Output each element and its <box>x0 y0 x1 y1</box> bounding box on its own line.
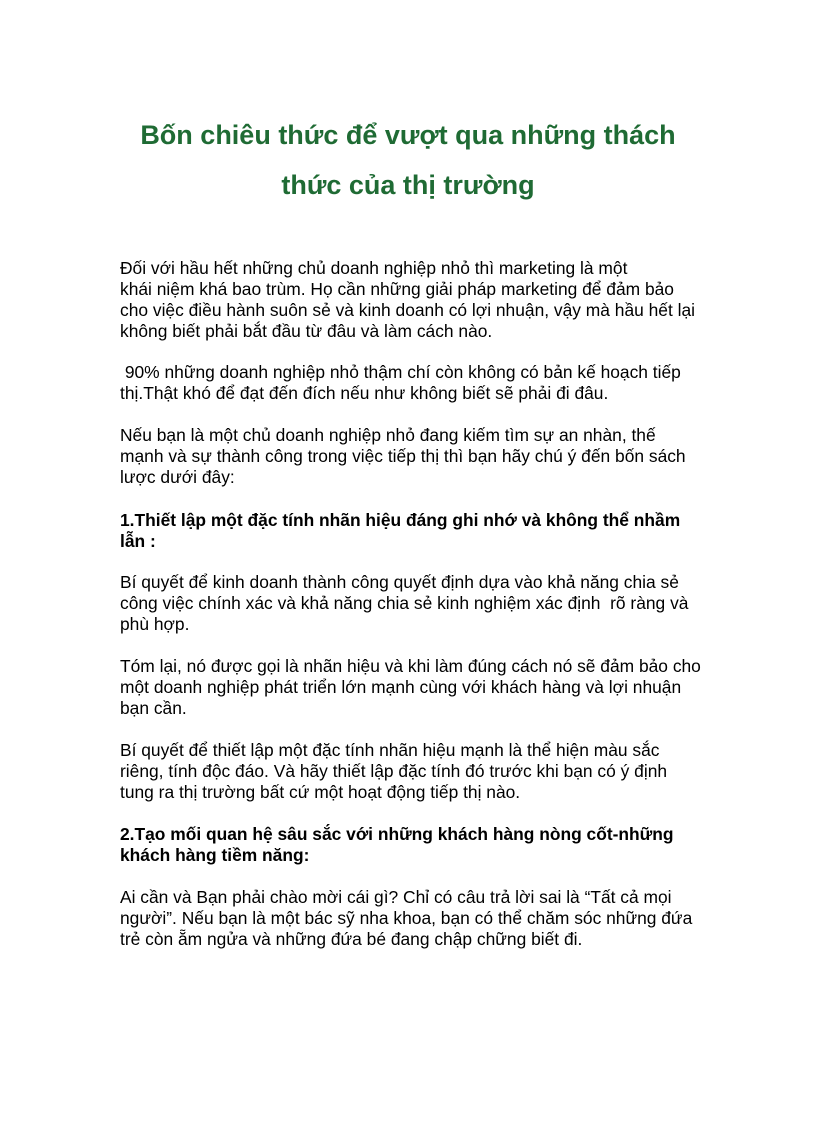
text-line: Bí quyết để thiết lập một đặc tính nhãn hiệu mạnh là thể hiện màu sắc <box>120 740 660 760</box>
text-line: Bí quyết để kinh doanh thành công quyết định dựa vào khả năng chia sẻ <box>120 572 679 592</box>
text-line: phù hợp. <box>120 614 190 634</box>
section-2-paragraph-1 <box>120 887 710 950</box>
heading-line: khách hàng tiềm năng: <box>120 845 310 865</box>
intro-paragraph-3 <box>120 425 710 488</box>
text-line: Nếu bạn là một chủ doanh nghiệp nhỏ đang kiếm tìm sự an nhàn, thế <box>120 425 656 445</box>
section-1-heading <box>120 510 710 552</box>
text-line: công việc chính xác và khả năng chia sẻ kinh nghiệm xác định rõ ràng và <box>120 593 689 613</box>
section-1-paragraph-1 <box>120 572 710 635</box>
text-line: không biết phải bắt đầu từ đâu và làm cách nào. <box>120 321 493 341</box>
heading-line: 2.Tạo mối quan hệ sâu sắc với những khách hàng nòng cốt-những <box>120 824 674 844</box>
section-2-heading <box>120 824 710 866</box>
text-line: thị.Thật khó để đạt đến đích nếu như không biết sẽ phải đi đâu. <box>120 383 609 403</box>
text-line: bạn cần. <box>120 698 187 718</box>
text-line: 90% những doanh nghiệp nhỏ thậm chí còn không có bản kế hoạch tiếp <box>120 362 681 382</box>
document-title <box>100 110 716 210</box>
text-line: cho việc điều hành suôn sẻ và kinh doanh có lợi nhuận, vậy mà hầu hết lại <box>120 300 696 320</box>
text-line: người”. Nếu bạn là một bác sỹ nha khoa, bạn có thể chăm sóc những đứa <box>120 908 693 928</box>
text-line: Đối với hầu hết những chủ doanh nghiệp nhỏ thì marketing là một <box>120 258 628 278</box>
text-line: Tóm lại, nó được gọi là nhãn hiệu và khi làm đúng cách nó sẽ đảm bảo cho <box>120 656 701 676</box>
text-line: một doanh nghiệp phát triển lớn mạnh cùng với khách hàng và lợi nhuận <box>120 677 682 697</box>
section-1-paragraph-3 <box>120 740 710 803</box>
text-line: riêng, tính độc đáo. Và hãy thiết lập đặc tính đó trước khi bạn có ý định <box>120 761 668 781</box>
text-line: mạnh và sự thành công trong việc tiếp thị thì bạn hãy chú ý đến bốn sách <box>120 446 686 466</box>
text-line: khái niệm khá bao trùm. Họ cần những giải pháp marketing để đảm bảo <box>120 279 674 299</box>
text-line: Ai cần và Bạn phải chào mời cái gì? Chỉ có câu trả lời sai là “Tất cả mọi <box>120 887 672 907</box>
title-line: Bốn chiêu thức để vượt qua những thách <box>140 120 676 150</box>
text-line: lược dưới đây: <box>120 467 235 487</box>
heading-line: lẫn : <box>120 531 156 551</box>
text-line: trẻ còn ẵm ngửa và những đứa bé đang chập chững biết đi. <box>120 929 583 949</box>
text-line: tung ra thị trường bất cứ một hoạt động tiếp thị nào. <box>120 782 521 802</box>
intro-paragraph-1 <box>120 258 710 342</box>
heading-line: 1.Thiết lập một đặc tính nhãn hiệu đáng ghi nhớ và không thể nhầm <box>120 510 681 530</box>
intro-paragraph-2 <box>120 362 710 404</box>
section-1-paragraph-2 <box>120 656 710 719</box>
title-line: thức của thị trường <box>281 170 535 200</box>
